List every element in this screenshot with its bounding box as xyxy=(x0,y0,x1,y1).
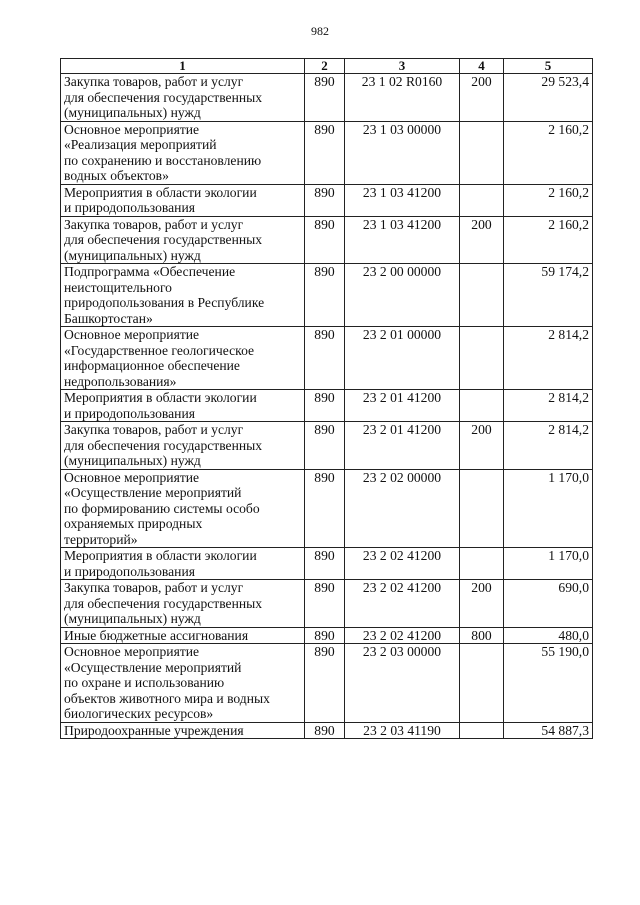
row-expense-type-cell xyxy=(460,390,504,422)
row-target-code-cell: 23 1 03 41200 xyxy=(345,184,460,216)
table-row xyxy=(61,74,593,122)
row-expense-type-cell: 200 xyxy=(460,216,504,264)
row-sum-cell: 29 523,4 xyxy=(504,74,593,122)
row-admin-code-cell: 890 xyxy=(305,390,345,422)
row-sum-cell: 1 170,0 xyxy=(504,469,593,548)
row-expense-type-cell xyxy=(460,121,504,184)
row-sum-cell: 59 174,2 xyxy=(504,264,593,327)
row-name-cell: Закупка товаров, работ и услуг для обеспечения государственных (муниципальных) нужд xyxy=(61,580,305,628)
row-sum-cell: 690,0 xyxy=(504,580,593,628)
row-sum-cell: 1 170,0 xyxy=(504,548,593,580)
row-expense-type-cell: 800 xyxy=(460,627,504,644)
row-name-cell: Закупка товаров, работ и услуг для обеспечения государственных (муниципальных) нужд xyxy=(61,74,305,122)
table-row xyxy=(61,548,593,580)
table-header-row xyxy=(61,59,593,74)
table-row xyxy=(61,390,593,422)
row-name-cell: Мероприятия в области экологии и природопользования xyxy=(61,184,305,216)
row-admin-code-cell: 890 xyxy=(305,264,345,327)
row-sum-cell: 2 814,2 xyxy=(504,390,593,422)
row-expense-type-cell xyxy=(460,469,504,548)
table-row xyxy=(61,184,593,216)
table-row xyxy=(61,722,593,739)
row-expense-type-cell xyxy=(460,327,504,390)
row-target-code-cell: 23 2 03 41190 xyxy=(345,722,460,739)
row-expense-type-cell: 200 xyxy=(460,580,504,628)
row-admin-code-cell: 890 xyxy=(305,469,345,548)
row-target-code-cell: 23 2 02 41200 xyxy=(345,580,460,628)
row-sum-cell: 2 160,2 xyxy=(504,216,593,264)
table-row xyxy=(61,469,593,548)
table-row xyxy=(61,264,593,327)
row-target-code-cell: 23 1 03 00000 xyxy=(345,121,460,184)
table-row xyxy=(61,327,593,390)
row-target-code-cell: 23 2 02 41200 xyxy=(345,548,460,580)
budget-table xyxy=(60,58,593,739)
row-name-cell: Основное мероприятие «Осуществление мероприятий по охране и использованию объектов животного мира и водных биологических ресурсов» xyxy=(61,644,305,723)
row-admin-code-cell: 890 xyxy=(305,627,345,644)
row-target-code-cell: 23 1 02 R0160 xyxy=(345,74,460,122)
column-header-name: 1 xyxy=(61,59,305,74)
row-admin-code-cell: 890 xyxy=(305,121,345,184)
row-expense-type-cell xyxy=(460,184,504,216)
table-row xyxy=(61,121,593,184)
table-row xyxy=(61,644,593,723)
row-name-cell: Основное мероприятие «Государственное геологическое информационное обеспечение недропользования» xyxy=(61,327,305,390)
row-expense-type-cell: 200 xyxy=(460,422,504,470)
row-admin-code-cell: 890 xyxy=(305,216,345,264)
row-admin-code-cell: 890 xyxy=(305,548,345,580)
column-header-sum: 5 xyxy=(504,59,593,74)
row-target-code-cell: 23 2 02 41200 xyxy=(345,627,460,644)
row-admin-code-cell: 890 xyxy=(305,580,345,628)
row-target-code-cell: 23 2 01 41200 xyxy=(345,422,460,470)
row-expense-type-cell xyxy=(460,644,504,723)
row-sum-cell: 2 160,2 xyxy=(504,184,593,216)
column-header-type: 4 xyxy=(460,59,504,74)
row-name-cell: Закупка товаров, работ и услуг для обеспечения государственных (муниципальных) нужд xyxy=(61,216,305,264)
column-header-admin: 2 xyxy=(305,59,345,74)
row-target-code-cell: 23 1 03 41200 xyxy=(345,216,460,264)
row-name-cell: Мероприятия в области экологии и природопользования xyxy=(61,390,305,422)
row-name-cell: Мероприятия в области экологии и природопользования xyxy=(61,548,305,580)
row-admin-code-cell: 890 xyxy=(305,422,345,470)
row-admin-code-cell: 890 xyxy=(305,644,345,723)
row-name-cell: Основное мероприятие «Осуществление мероприятий по формированию системы особо охраняемых природных территорий» xyxy=(61,469,305,548)
row-expense-type-cell: 200 xyxy=(460,74,504,122)
table-row xyxy=(61,216,593,264)
table-body xyxy=(61,74,593,739)
row-name-cell: Подпрограмма «Обеспечение неистощительного природопользования в Республике Башкортостан» xyxy=(61,264,305,327)
table-row xyxy=(61,422,593,470)
row-sum-cell: 2 160,2 xyxy=(504,121,593,184)
row-name-cell: Закупка товаров, работ и услуг для обеспечения государственных (муниципальных) нужд xyxy=(61,422,305,470)
row-sum-cell: 2 814,2 xyxy=(504,422,593,470)
row-name-cell: Основное мероприятие «Реализация мероприятий по сохранению и восстановлению водных объектов» xyxy=(61,121,305,184)
row-expense-type-cell xyxy=(460,548,504,580)
row-target-code-cell: 23 2 02 00000 xyxy=(345,469,460,548)
column-header-code: 3 xyxy=(345,59,460,74)
row-expense-type-cell xyxy=(460,264,504,327)
row-sum-cell: 54 887,3 xyxy=(504,722,593,739)
row-target-code-cell: 23 2 01 00000 xyxy=(345,327,460,390)
row-target-code-cell: 23 2 00 00000 xyxy=(345,264,460,327)
table-row xyxy=(61,580,593,628)
row-admin-code-cell: 890 xyxy=(305,74,345,122)
row-admin-code-cell: 890 xyxy=(305,327,345,390)
row-sum-cell: 55 190,0 xyxy=(504,644,593,723)
row-sum-cell: 2 814,2 xyxy=(504,327,593,390)
row-name-cell: Природоохранные учреждения xyxy=(61,722,305,739)
row-expense-type-cell xyxy=(460,722,504,739)
page-number: 982 xyxy=(311,24,329,38)
row-target-code-cell: 23 2 01 41200 xyxy=(345,390,460,422)
table-row xyxy=(61,627,593,644)
row-name-cell: Иные бюджетные ассигнования xyxy=(61,627,305,644)
row-sum-cell: 480,0 xyxy=(504,627,593,644)
row-target-code-cell: 23 2 03 00000 xyxy=(345,644,460,723)
row-admin-code-cell: 890 xyxy=(305,184,345,216)
row-admin-code-cell: 890 xyxy=(305,722,345,739)
